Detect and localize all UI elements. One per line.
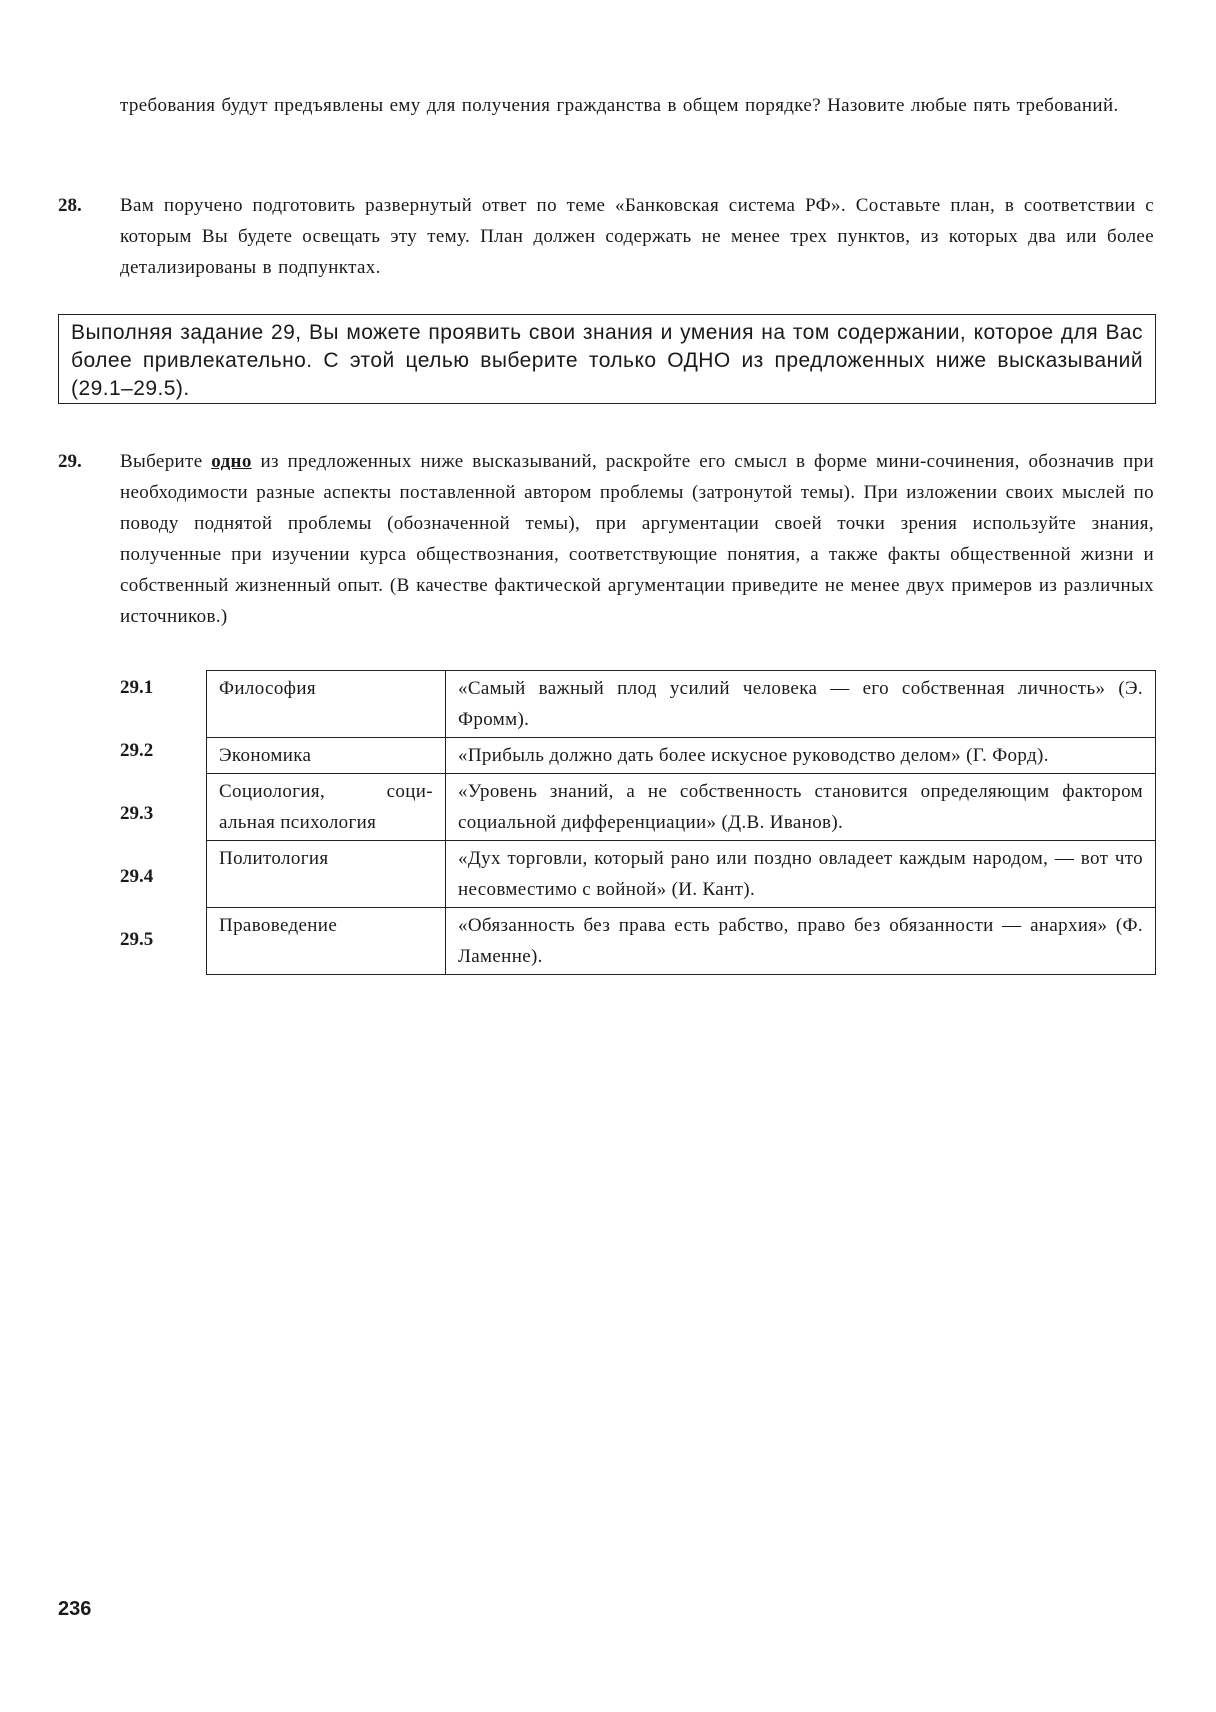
subject-line-2: альная психология <box>219 812 377 833</box>
subject-cell: Философия <box>207 671 446 738</box>
subject-cell: Политология <box>207 841 446 908</box>
subject-cell <box>207 774 446 841</box>
table-row <box>207 738 1156 774</box>
table-row <box>207 671 1156 738</box>
task-29-number: 29. <box>58 451 82 472</box>
task-28-text: Вам поручено подготовить развернутый ответ по теме «Банковская система РФ». Составьте план, в соответствии с которым Вы будете освещать эту тему. План должен содержать не менее трех пунктов, из которых два или более детализированы в подпунктах. <box>120 195 1154 278</box>
continuation-paragraph: требования будут предъявлены ему для получения гражданства в общем порядке? Назовите любые пять требований. <box>120 95 1119 116</box>
table-row <box>207 774 1156 841</box>
quote-number: 29.1 <box>120 677 154 698</box>
quote-cell: «Прибыль должно дать более искусное руководство делом» (Г. Форд). <box>446 738 1156 774</box>
quote-cell: «Дух торговли, который рано или поздно овладеет каждым народом, — вот что несовместимо с войной» (И. Кант). <box>446 841 1156 908</box>
subject-part: соци- <box>386 781 433 802</box>
quote-number: 29.4 <box>120 866 154 887</box>
quote-number: 29.5 <box>120 929 154 950</box>
quotes-table <box>206 670 1156 975</box>
page-number: 236 <box>58 1598 92 1620</box>
task-29-text <box>120 446 1154 632</box>
table-row <box>207 841 1156 908</box>
subject-part: Социология, <box>219 781 326 802</box>
quote-cell: «Самый важный плод усилий человека — его собственная личность» (Э. Фромм). <box>446 671 1156 738</box>
quote-number: 29.3 <box>120 803 154 824</box>
quote-cell: «Уровень знаний, а не собственность становится определяющим фактором социальной дифференциации» (Д.В. Иванов). <box>446 774 1156 841</box>
subject-cell: Правоведение <box>207 908 446 975</box>
notice-text: Выполняя задание 29, Вы можете проявить свои знания и умения на том содержании, которое для Вас более привлекательно. С этой целью выберите только ОДНО из предложенных ниже высказываний (29.1–29.5). <box>71 321 1143 400</box>
task-29-emphasis: одно <box>211 451 252 472</box>
task-29-text-rest: из предложенных ниже высказываний, раскройте его смысл в форме мини-сочинения, обозначив при необходимости разные аспекты поставленной автором проблемы (затронутой темы). При изложении своих мыслей по поводу поднятой проблемы (обозначенной темы), при аргументации своей точки зрения используйте знания, полученные при изучении курса обществознания, соответствующие понятия, а также факты общественной жизни и собственный жизненный опыт. (В качестве фактической аргументации приведите не менее двух примеров из различных источников.) <box>120 451 1154 627</box>
table-row <box>207 908 1156 975</box>
task-28-number: 28. <box>58 195 82 216</box>
subject-cell: Экономика <box>207 738 446 774</box>
task-29-notice-box <box>58 314 1156 404</box>
quote-cell: «Обязанность без права есть рабство, право без обязанности — анархия» (Ф. Ламенне). <box>446 908 1156 975</box>
subject-line-1 <box>219 776 433 807</box>
quote-number: 29.2 <box>120 740 154 761</box>
task-29-text-start: Выберите <box>120 451 212 472</box>
